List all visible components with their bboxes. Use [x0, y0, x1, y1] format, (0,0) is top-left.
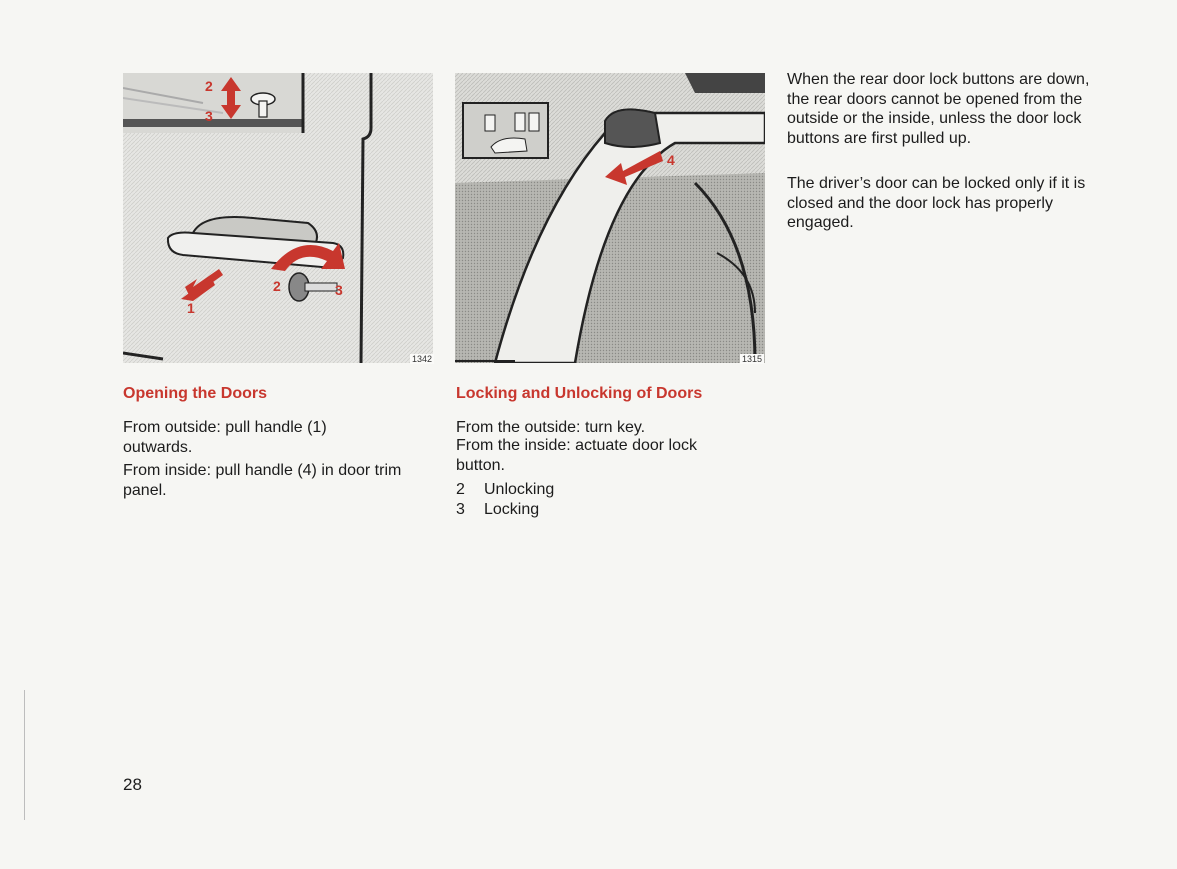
paragraph-outside-instruction: From outside: pull handle (1) outwards. [123, 419, 327, 456]
door-handle-illustration [123, 73, 433, 363]
line-outside-turn-key: From the outside: turn key. [456, 419, 646, 436]
list-item [456, 480, 554, 500]
figure-exterior-door-handle [123, 73, 433, 363]
svg-text:4: 4 [667, 152, 675, 168]
figure-id-label: 1342 [412, 354, 433, 364]
figure-interior-door-handle [455, 73, 765, 363]
line-inside-actuate-button: From the inside: actuate door lock button. [456, 437, 698, 474]
list-item [456, 500, 554, 520]
svg-text:2: 2 [205, 78, 213, 94]
section-heading-opening-doors: Opening the Doors [123, 385, 267, 402]
section-heading-locking-unlocking: Locking and Unlocking of Doors [456, 385, 703, 402]
svg-text:1: 1 [187, 300, 195, 316]
page-number: 28 [123, 775, 142, 794]
page-binding-edge [24, 690, 25, 820]
legend-text: Locking [484, 501, 540, 518]
svg-text:3: 3 [335, 282, 343, 298]
paragraph-inside-instruction: From inside: pull handle (4) in door trim panel. [123, 462, 402, 499]
legend-number: 2 [456, 481, 465, 498]
figure-id-label: 1315 [742, 354, 763, 364]
svg-text:2: 2 [273, 278, 281, 294]
paragraph-rear-door-lock: When the rear door lock buttons are down, the rear doors cannot be opened from the outside or the inside, unless the door lock buttons are first pulled up. [787, 71, 1090, 147]
interior-handle-illustration [455, 73, 765, 363]
svg-text:3: 3 [205, 108, 213, 124]
paragraph-driver-door-lock: The driver’s door can be locked only if it is closed and the door lock has properly engaged. [787, 175, 1086, 231]
legend-number: 3 [456, 501, 465, 518]
legend-list [456, 480, 554, 520]
legend-text: Unlocking [484, 481, 555, 498]
